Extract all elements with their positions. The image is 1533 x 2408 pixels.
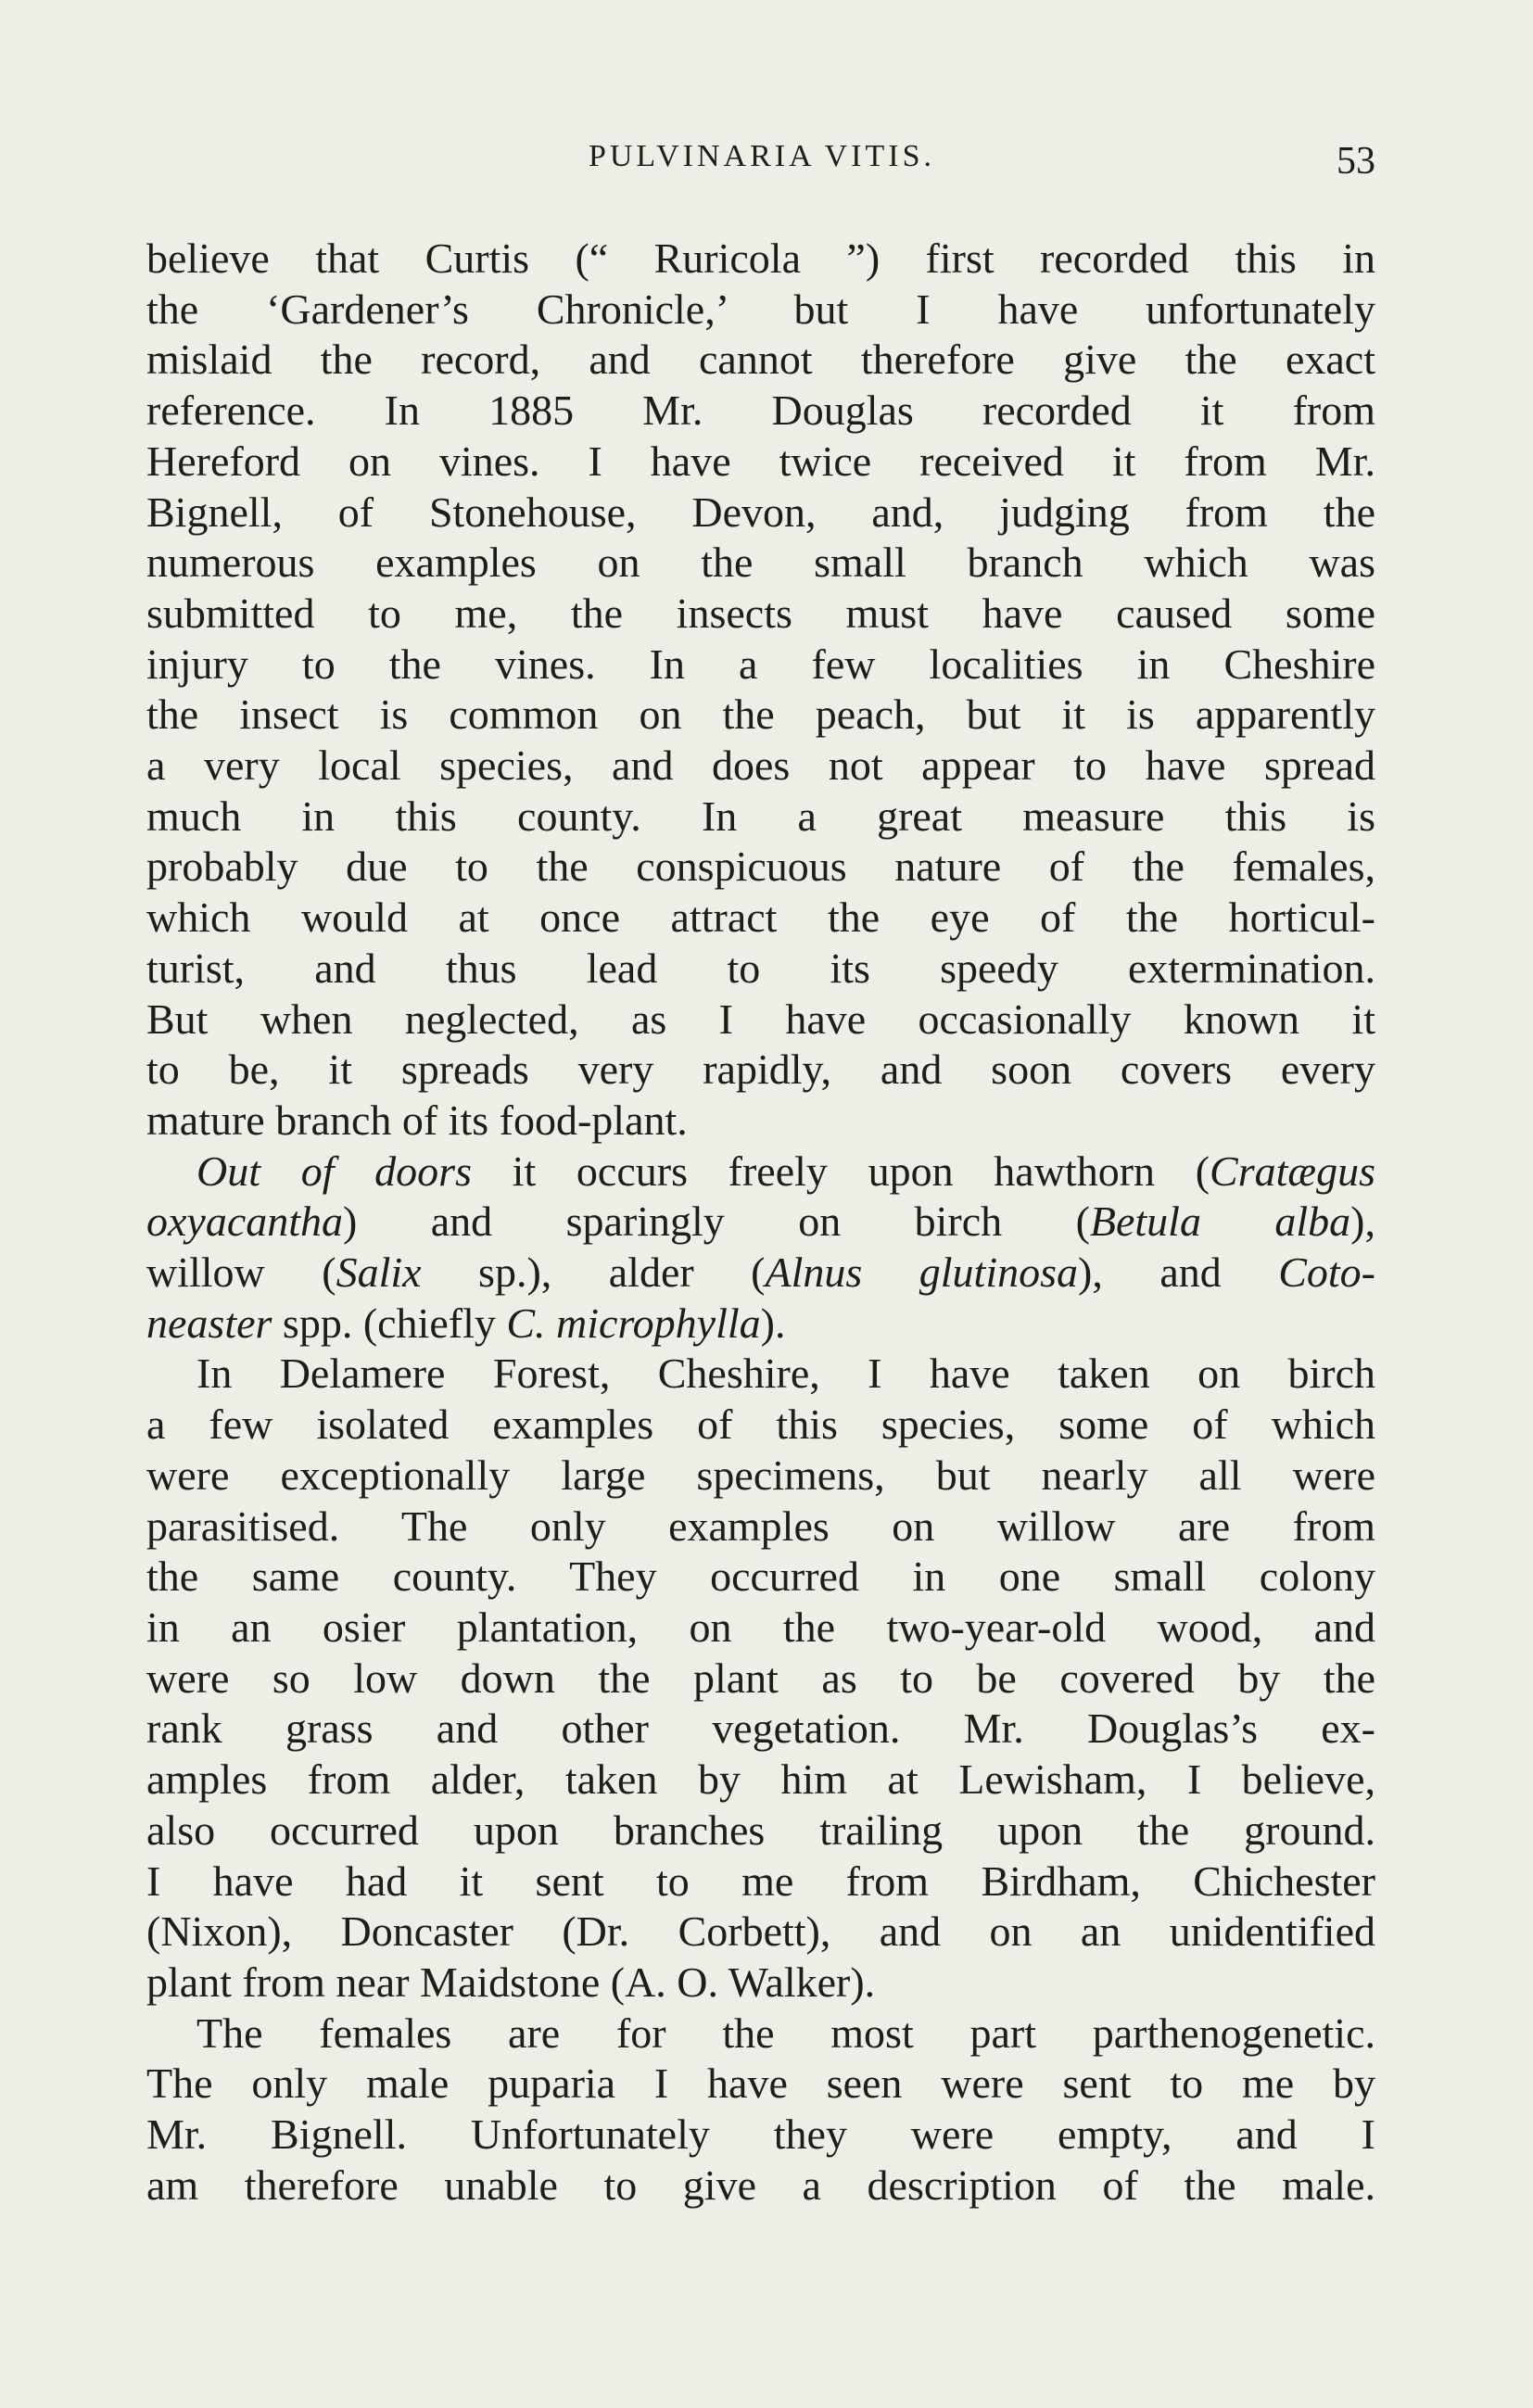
paragraph-4 [146,2009,1375,2212]
text-line: mislaid the record, and cannot therefore give the exact [146,336,1375,384]
text-line: the same county. They occurred in one small colony [146,1553,1375,1601]
text-line: were so low down the plant as to be covered by the [146,1654,1375,1702]
text-line: injury to the vines. In a few localities in Cheshire [146,640,1375,688]
text-run: willow ( [146,1248,336,1297]
text-run: ) and sparingly on birch ( [343,1198,1090,1246]
text-run: spp. (chiefly [272,1299,507,1347]
text-run: sp.), alder ( [421,1248,766,1297]
species-name: Alnus glutinosa [765,1248,1079,1297]
text-line: rank grass and other vegetation. Mr. Douglas’s ex- [146,1705,1375,1753]
text-line: probably due to the conspicuous nature of the females, [146,843,1375,891]
species-name: C. microphylla [506,1299,761,1347]
text-line: The females are for the most part parthenogenetic. [196,2009,1375,2057]
text-line [146,1299,1375,1350]
text-line: Hereford on vines. I have twice received it from Mr. [146,437,1375,485]
text-run: it occurs freely upon hawthorn ( [471,1147,1210,1195]
text-line: But when neglected, as I have occasionally known it [146,995,1375,1043]
text-line: numerous examples on the small branch which was [146,539,1375,587]
species-name: Salix [336,1248,422,1297]
text-line: I have had it sent to me from Birdham, Chichester [146,1857,1375,1905]
text-line: to be, it spreads very rapidly, and soon covers every [146,1046,1375,1094]
text-line: plant from near Maidstone (A. O. Walker). [146,1958,876,2006]
species-name: Coto- [1278,1248,1375,1297]
text-line: much in this county. In a great measure this is [146,792,1375,840]
text-line: believe that Curtis (“ Ruricola ”) first recorded this in [146,234,1375,282]
text-line: a few isolated examples of this species, some of which [146,1400,1375,1449]
page-number: 53 [1337,140,1375,183]
text-line [146,1197,1375,1248]
text-line [146,1147,1375,1198]
running-title: PULVINARIA VITIS. [588,139,936,173]
species-name: Cratægus [1210,1147,1375,1195]
species-name: Betula alba [1089,1198,1351,1246]
page-header [148,139,1375,195]
body-text [146,234,1375,2211]
italic-phrase: Out of doors [196,1147,472,1195]
paragraph-1 [146,234,1375,1147]
text-line: amples from alder, taken by him at Lewisham, I believe, [146,1755,1375,1804]
text-run: ), and [1078,1248,1279,1297]
species-name: neaster [146,1299,272,1347]
text-line: turist, and thus lead to its speedy extermination. [146,944,1375,992]
text-line: which would at once attract the eye of the horticul- [146,893,1375,942]
text-line: the insect is common on the peach, but it is apparently [146,691,1375,739]
text-line: also occurred upon branches trailing upon the ground. [146,1806,1375,1854]
text-run: ), [1350,1198,1375,1246]
text-line: in an osier plantation, on the two-year-old wood, and [146,1603,1375,1651]
text-line: reference. In 1885 Mr. Douglas recorded it from [146,387,1375,435]
text-line: The only male puparia I have seen were sent to me by [146,2059,1375,2108]
text-run: ). [760,1299,786,1347]
text-line: parasitised. The only examples on willow are from [146,1502,1375,1550]
text-line: In Delamere Forest, Cheshire, I have taken on birch [196,1350,1375,1398]
text-line: Mr. Bignell. Unfortunately they were empty, and I [146,2110,1375,2159]
text-line: (Nixon), Doncaster (Dr. Corbett), and on an unidentified [146,1907,1375,1956]
species-name: oxyacantha [146,1198,344,1246]
text-line: am therefore unable to give a description of the male. [146,2161,1375,2209]
paragraph-2 [146,1147,1375,1350]
text-line: the ‘Gardener’s Chronicle,’ but I have unfortunately [146,285,1375,333]
text-line: a very local species, and does not appear to have spread [146,741,1375,790]
text-line [146,1248,1375,1299]
text-line: Bignell, of Stonehouse, Devon, and, judging from the [146,488,1375,536]
text-line: mature branch of its food-plant. [146,1096,688,1144]
text-line: submitted to me, the insects must have caused some [146,589,1375,637]
text-line: were exceptionally large specimens, but nearly all were [146,1451,1375,1499]
paragraph-3 [146,1349,1375,2008]
